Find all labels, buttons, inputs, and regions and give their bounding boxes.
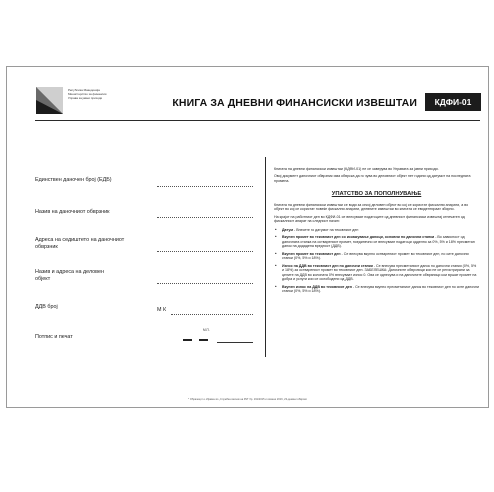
signature-label: Потпис и печат bbox=[35, 334, 73, 340]
seat-address-label: Адреса на седиштето на даночниот обврзник bbox=[35, 237, 125, 250]
header-divider bbox=[35, 120, 480, 121]
guide-paragraph: На крајот на работниот ден во КДФИ-01 се внесуваат податоците од дневниот финансиски извештај отпечатен од фискалниот апарат на следниот начин: bbox=[274, 214, 465, 224]
signature-field[interactable] bbox=[217, 342, 253, 343]
item-heading: Датум bbox=[282, 227, 294, 232]
item-heading: Вкупен износ на ДДВ во тековниот ден bbox=[282, 284, 352, 289]
business-unit-field[interactable] bbox=[157, 283, 253, 284]
business-unit-label: Назив и адреса на деловен објект bbox=[35, 269, 104, 282]
taxpayer-name-label: Назив на даночниот обврзник bbox=[35, 209, 110, 215]
column-divider bbox=[265, 157, 266, 357]
tax-number-label: Единствен даночен број (ЕДБ) bbox=[35, 177, 112, 183]
list-item bbox=[274, 252, 479, 261]
item-text: - Се внесува вкупно остварениот промет во тековниот ден, по сите даночни стапки (0%, 5% и 18%). bbox=[282, 251, 469, 261]
list-item bbox=[274, 264, 479, 282]
list-item bbox=[274, 228, 479, 233]
guide-title: УПАТСТВО ЗА ПОПОЛНУВАЊЕ bbox=[331, 191, 422, 198]
vat-number-field[interactable] bbox=[171, 314, 253, 315]
item-heading: Вкупен промет во тековниот ден bbox=[282, 251, 341, 256]
stamp-mark: М.П. bbox=[203, 328, 210, 332]
signature-dashes bbox=[183, 339, 208, 341]
instructions-column bbox=[274, 167, 479, 297]
list-item bbox=[274, 285, 479, 294]
logo-line: Министерство за финансии bbox=[68, 92, 107, 96]
instruction-list bbox=[274, 228, 479, 294]
logo-line: Република Македонија bbox=[68, 88, 100, 92]
institution-name bbox=[68, 88, 112, 100]
footer-note: * Образецот е објавен во „Службен весник на РМ“ бр. 191/2015 и измени 2016, 23-дневни обврски bbox=[188, 398, 307, 401]
intro-text: Овој документ даночниот обврзник има обврска да го чува во деловниот објект пет години од датумот на последната промена. bbox=[274, 174, 471, 183]
intro-text: Книгата на дневни финансиски извештаи (КДФИ-01) не се заверува во Управата за јавни приходи. bbox=[274, 167, 439, 171]
vat-prefix: М К bbox=[157, 307, 167, 313]
form-page bbox=[6, 66, 489, 408]
signature-dash bbox=[183, 339, 192, 341]
page-title: КНИГА ЗА ДНЕВНИ ФИНАНСИСКИ ИЗВЕШТАИ bbox=[172, 97, 417, 109]
item-text: - Се внесува пресметаниот данок по даночни стапки (0%, 5% и 18%) за остварениот промет во тековниот ден. ЗАБЕЛЕШКА: Даночните обврзници кои не се регистрирани за целите на ДДВ во колоната 0% внесуваат износ 0. Ова се однесува и на даночните обврзници кои вршат промет на добра и услуги кои се ослободени од ДДВ. bbox=[282, 263, 477, 282]
item-text: - Внесете го датумот на тековниот ден bbox=[293, 227, 359, 232]
list-item bbox=[274, 235, 479, 249]
seat-address-field[interactable] bbox=[157, 251, 253, 252]
item-text: - Се внесува вкупно пресметаниот данок во тековниот ден по сите даночни стапки (0%, 5% и 18%). bbox=[282, 284, 480, 294]
coat-of-arms-icon bbox=[36, 87, 63, 114]
taxpayer-name-field[interactable] bbox=[157, 217, 253, 218]
item-text: - Во зависност од даночната стапка на остварениот промет, поединечно се внесуваат податоци одделно за 0%, 5% и 18% пресметан данок на додадена вредност (ДДВ). bbox=[282, 235, 475, 249]
vat-number-label: ДДВ број bbox=[35, 304, 58, 310]
form-code-badge: КДФИ-01 bbox=[425, 93, 481, 111]
item-heading: Вкупен промет во тековниот ден со искажување даноци, основни по даночни стапки bbox=[282, 235, 435, 240]
signature-dash bbox=[199, 339, 208, 341]
logo-line: Управа за јавни приходи bbox=[68, 96, 103, 100]
item-heading: Износ на ДДВ во тековниот ден по даночни стапки bbox=[282, 263, 373, 268]
guide-paragraph: Книгата на дневни финансиски извештаи се води за секој деловен објект во кој се користат фискални апарати, а во објект во кој се користат повеќе фискални апарати, дневните извештаи во книгата се евидентираат збирно. bbox=[274, 202, 469, 212]
tax-number-field[interactable] bbox=[157, 186, 253, 187]
